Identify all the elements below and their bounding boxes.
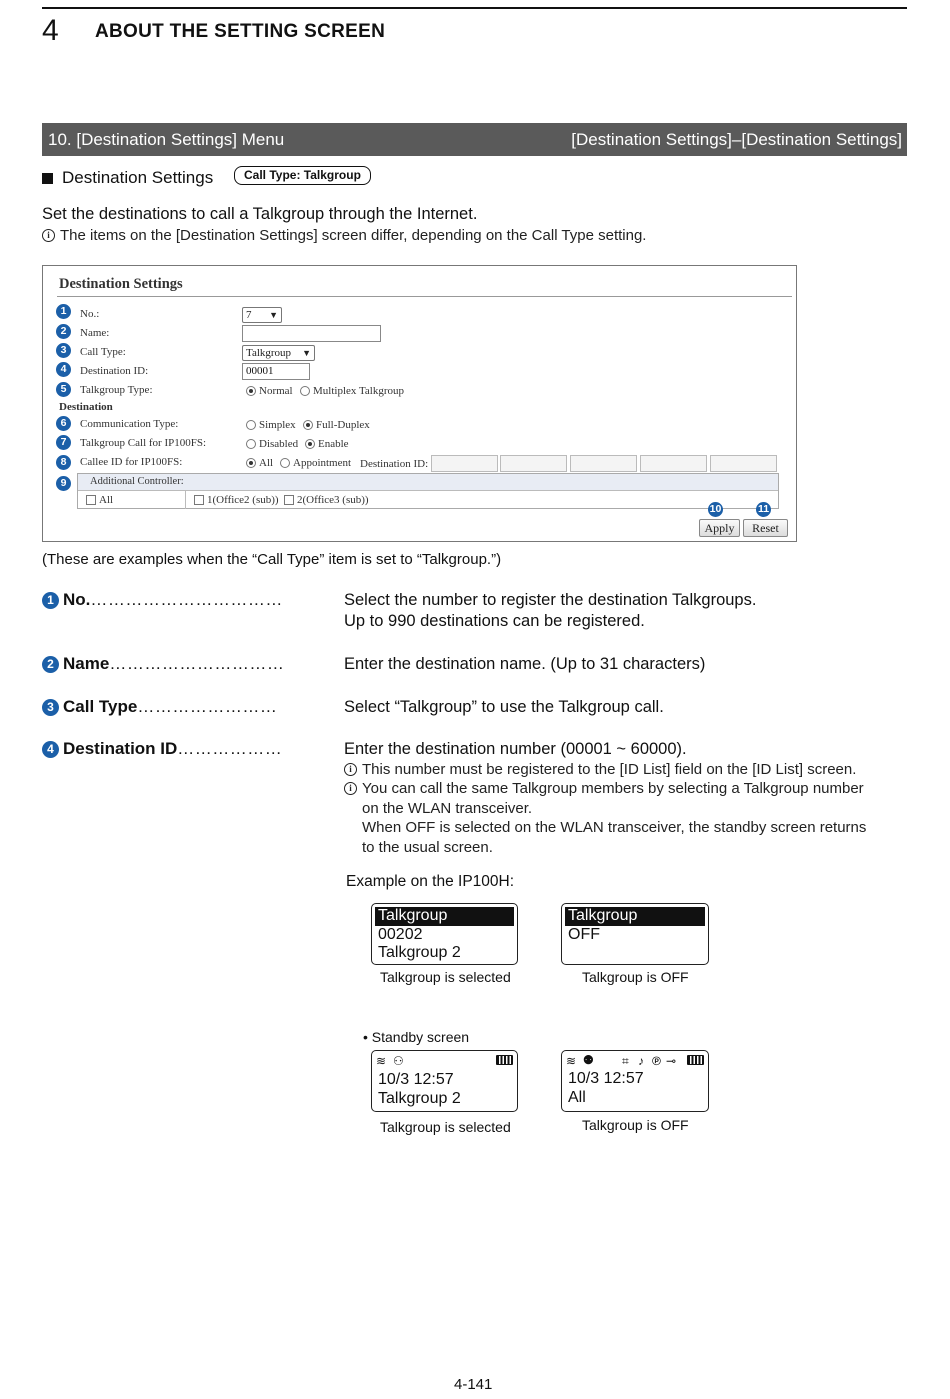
badge-8: 8 [56,455,71,470]
menu-bar [42,123,907,156]
radio-selected-icon [246,386,256,396]
label-talkgroup-type: Talkgroup Type: [80,384,153,396]
wifi-icon: ≋ [376,1054,387,1068]
checkbox-office3[interactable] [284,494,369,506]
lcd-line: Talkgroup 2 [378,1090,461,1107]
lcd-line-highlight: Talkgroup [565,907,705,926]
call-type-pill: Call Type: Talkgroup [234,166,371,185]
checkbox-all-label: All [99,494,114,506]
top-rule [42,7,907,9]
item-term: Call Type [63,697,138,716]
radio-simplex-label: Simplex [259,419,296,431]
label-no: No.: [80,308,100,320]
radio-all[interactable] [246,457,273,469]
scan-icon: ⌗ [622,1054,629,1068]
checkbox-all[interactable] [86,494,113,506]
dest-note-2-line-1: You can call the same Talkgroup members by selecting a Talkgroup number [362,780,864,797]
destination-group-label: Destination [59,401,113,413]
section-heading-text: Destination Settings [62,168,214,187]
radio-all-label: All [259,457,274,469]
radio-icon [246,420,256,430]
lcd-line: 00202 [378,925,423,943]
destination-settings-screenshot [42,265,797,542]
item-term: Destination ID [63,739,178,758]
badge-3: 3 [56,343,71,358]
radio-normal-label: Normal [259,385,293,397]
badge-4: 4 [56,362,71,377]
dest-note-2 [344,779,866,857]
lcd-line: All [568,1089,586,1106]
radio-appointment-label: Appointment [293,457,352,469]
item-destination-id-term [42,739,282,759]
item-name-desc: Enter the destination name. (Up to 31 characters) [344,655,706,673]
leader-dots: …………………… [137,697,278,716]
menu-bar-path: [Destination Settings]–[Destination Settings] [571,129,902,149]
item-badge: 1 [42,592,59,609]
item-badge: 4 [42,741,59,758]
intro-text: Set the destinations to call a Talkgroup through the Internet. [42,205,478,223]
info-icon: i [42,229,55,242]
item-call-type-term [42,697,277,717]
radio-enable-label: Enable [318,438,349,450]
radio-multiplex[interactable] [300,385,404,397]
item-badge: 2 [42,656,59,673]
group-icon: ⚉ [583,1053,594,1067]
caption-standby-off: Talkgroup is OFF [582,1117,689,1133]
intro-note-text: The items on the [Destination Settings] screen differ, depending on the Call Type setting. [60,227,647,244]
item-term: No. [63,590,91,609]
standby-label: • Standby screen [363,1029,470,1045]
badge-9: 9 [56,476,71,491]
lcd-talkgroup-selected [371,903,518,965]
caption-standby-selected: Talkgroup is selected [380,1119,511,1135]
intro-note [42,227,646,244]
panel-title: Destination Settings [59,276,183,292]
info-icon: i [344,763,357,776]
checkbox-icon [194,495,204,505]
badge-6: 6 [56,416,71,431]
apply-button[interactable]: Apply [699,519,740,537]
dest-note-2-text [362,779,866,857]
lcd-line-highlight: Talkgroup [375,907,514,926]
callee-id-field-1[interactable] [431,455,498,472]
checkbox-office2[interactable] [194,494,279,506]
lcd-talkgroup-off [561,903,709,965]
label-talkgroup-call: Talkgroup Call for IP100FS: [80,437,207,449]
radio-disabled[interactable] [246,438,298,450]
dest-note-2-line-4: to the usual screen. [362,838,493,856]
wifi-icon: ≋ [566,1054,577,1068]
callee-id-field-5[interactable] [710,455,777,472]
radio-full-duplex[interactable] [303,419,370,431]
lcd-line: 10/3 12:57 [378,1071,454,1088]
additional-controller-box [77,473,779,509]
lcd-line: Talkgroup 2 [378,944,461,961]
caption-talkgroup-selected: Talkgroup is selected [380,969,511,985]
badge-10: 10 [709,503,722,515]
dest-note-2-line-3: When OFF is selected on the WLAN transceiver, the standby screen returns [362,819,867,836]
label-communication-type: Communication Type: [80,418,179,430]
label-name: Name: [80,327,110,339]
radio-icon [280,458,290,468]
badge-7: 7 [56,435,71,450]
radio-normal[interactable] [246,385,293,397]
panel-rule [57,296,792,297]
radio-icon [246,439,256,449]
radio-appointment[interactable] [280,457,351,469]
no-select[interactable] [242,307,282,323]
dest-note-1 [344,760,856,780]
callee-destination-id-label: Destination ID: [360,458,429,470]
caption-talkgroup-off: Talkgroup is OFF [582,969,689,985]
radio-selected-icon [246,458,256,468]
lcd-line: 10/3 12:57 [568,1070,644,1087]
chevron-down-icon: ▼ [269,310,278,320]
reset-button[interactable]: Reset [743,519,788,537]
radio-disabled-label: Disabled [259,438,299,450]
item-destination-id-desc: Enter the destination number (00001 ~ 60000). [344,740,687,758]
radio-simplex[interactable] [246,419,296,431]
lcd-line: OFF [568,925,600,943]
callee-id-field-4[interactable] [640,455,707,472]
example-label: Example on the IP100H: [346,873,515,890]
dest-note-2-line-2: on the WLAN transceiver. [362,799,533,817]
radio-selected-icon [305,439,315,449]
chapter-number: 4 [42,14,59,47]
no-select-value: 7 [246,309,252,321]
checkbox-office2-label: 1(Office2 (sub)) [207,494,279,506]
destination-id-input[interactable]: 00001 [242,363,310,380]
label-callee-id: Callee ID for IP100FS: [80,456,183,468]
lcd-standby-selected [371,1050,518,1112]
item-no-desc-1: Select the number to register the destination Talkgroups. [344,591,757,609]
radio-enable[interactable] [305,438,349,450]
bell-icon: ♪ [638,1054,644,1068]
item-name-term [42,654,284,674]
talkgroup-icon: ⚇ [393,1054,404,1068]
dest-note-1-text: This number must be registered to the [ID List] field on the [ID List] screen. [362,761,857,778]
radio-icon [300,386,310,396]
call-type-value: Talkgroup [246,347,292,359]
checkbox-icon [284,495,294,505]
badge-1: 1 [56,304,71,319]
name-input[interactable] [242,325,381,342]
item-no-desc-2: Up to 990 destinations can be registered. [344,612,645,630]
callee-id-field-2[interactable] [500,455,567,472]
item-term: Name [63,654,110,673]
battery-icon [687,1055,704,1065]
chevron-down-icon: ▼ [302,348,311,358]
radio-multiplex-label: Multiplex Talkgroup [313,385,404,397]
label-destination-id: Destination ID: [80,365,149,377]
column-divider [185,491,186,509]
chapter-title: ABOUT THE SETTING SCREEN [95,21,386,42]
badge-5: 5 [56,382,71,397]
callee-id-field-3[interactable] [570,455,637,472]
menu-bar-title: 10. [Destination Settings] Menu [48,129,285,149]
battery-icon [496,1055,513,1065]
section-heading [42,168,213,188]
checkbox-icon [86,495,96,505]
info-icon: i [344,782,357,795]
badge-11: 11 [757,503,770,515]
leader-dots: ……………… [177,739,283,758]
radio-full-duplex-label: Full-Duplex [316,419,370,431]
label-call-type: Call Type: [80,346,126,358]
lcd-standby-off [561,1050,709,1112]
call-type-select[interactable] [242,345,315,361]
additional-controller-label: Additional Controller: [78,474,778,491]
square-bullet-icon [42,173,53,184]
p-icon: ℗ [652,1054,661,1068]
item-call-type-desc: Select “Talkgroup” to use the Talkgroup call. [344,698,664,716]
checkbox-office3-label: 2(Office3 (sub)) [297,494,369,506]
leader-dots: …………………………… [90,590,283,609]
badge-2: 2 [56,324,71,339]
radio-selected-icon [303,420,313,430]
example-note: (These are examples when the “Call Type” item is set to “Talkgroup.”) [42,551,502,568]
item-no-term [42,590,283,610]
page-number: 4-141 [454,1376,493,1393]
leader-dots: ………………………… [109,654,285,673]
item-badge: 3 [42,699,59,716]
key-icon: ⊸ [666,1054,677,1068]
